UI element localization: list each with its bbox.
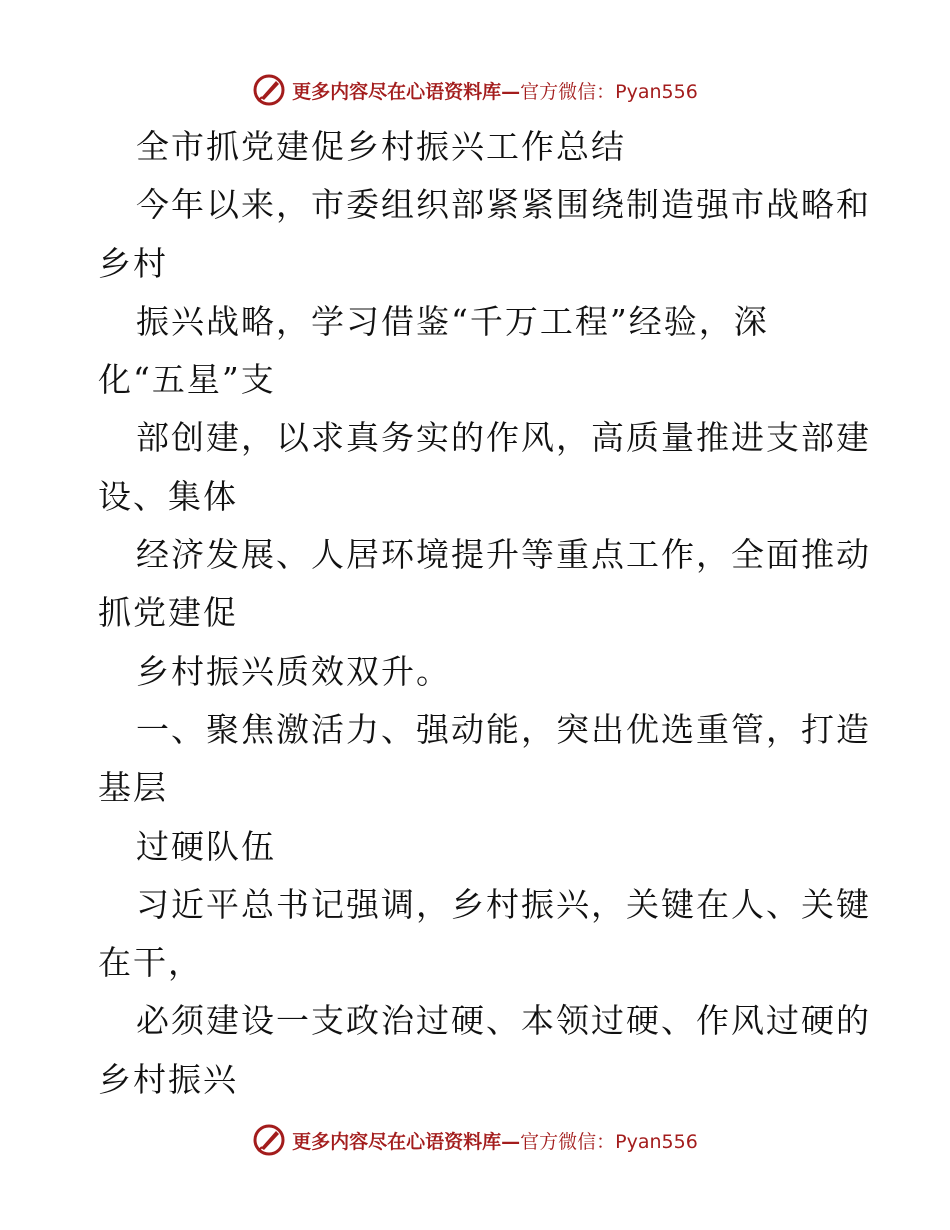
watermark-main-text: 更多内容尽在心语资料库— [292, 1130, 521, 1153]
watermark-sub-text: 官方微信：Pyan556 [520, 80, 698, 103]
text-line: 部创建，以求真务实的作风，高质量推进支部建 [136, 418, 871, 458]
text-line: 在干， [98, 943, 203, 983]
quill-logo-icon [252, 1123, 286, 1157]
text-line: 今年以来，市委组织部紧紧围绕制造强市战略和 [136, 185, 871, 225]
text-line: 乡村振兴质效双升。 [136, 651, 451, 691]
text-line: 化“五星”支 [98, 360, 276, 400]
text-line: 乡村 [98, 243, 168, 283]
document-body [98, 118, 871, 1109]
footer-watermark [0, 1118, 950, 1162]
watermark-sub-text: 官方微信：Pyan556 [520, 1130, 698, 1153]
text-line: 习近平总书记强调，乡村振兴，关键在人、关键 [136, 884, 871, 924]
text-line: 乡村振兴 [98, 1059, 238, 1099]
document-title: 全市抓党建促乡村振兴工作总结 [136, 127, 626, 166]
section-heading: 过硬队伍 [136, 826, 276, 866]
watermark-main-text: 更多内容尽在心语资料库— [292, 80, 521, 103]
text-line: 经济发展、人居环境提升等重点工作，全面推动 [136, 535, 871, 575]
section-heading: 一、聚焦激活力、强动能，突出优选重管，打造 [136, 709, 871, 749]
quill-logo-icon [252, 73, 286, 107]
header-watermark [0, 68, 950, 112]
text-line: 振兴战略，学习借鉴“千万工程”经验，深 [136, 301, 769, 341]
section-heading: 基层 [98, 768, 168, 808]
text-line: 必须建设一支政治过硬、本领过硬、作风过硬的 [136, 1001, 871, 1041]
text-line: 设、集体 [98, 476, 238, 516]
text-line: 抓党建促 [98, 593, 238, 633]
